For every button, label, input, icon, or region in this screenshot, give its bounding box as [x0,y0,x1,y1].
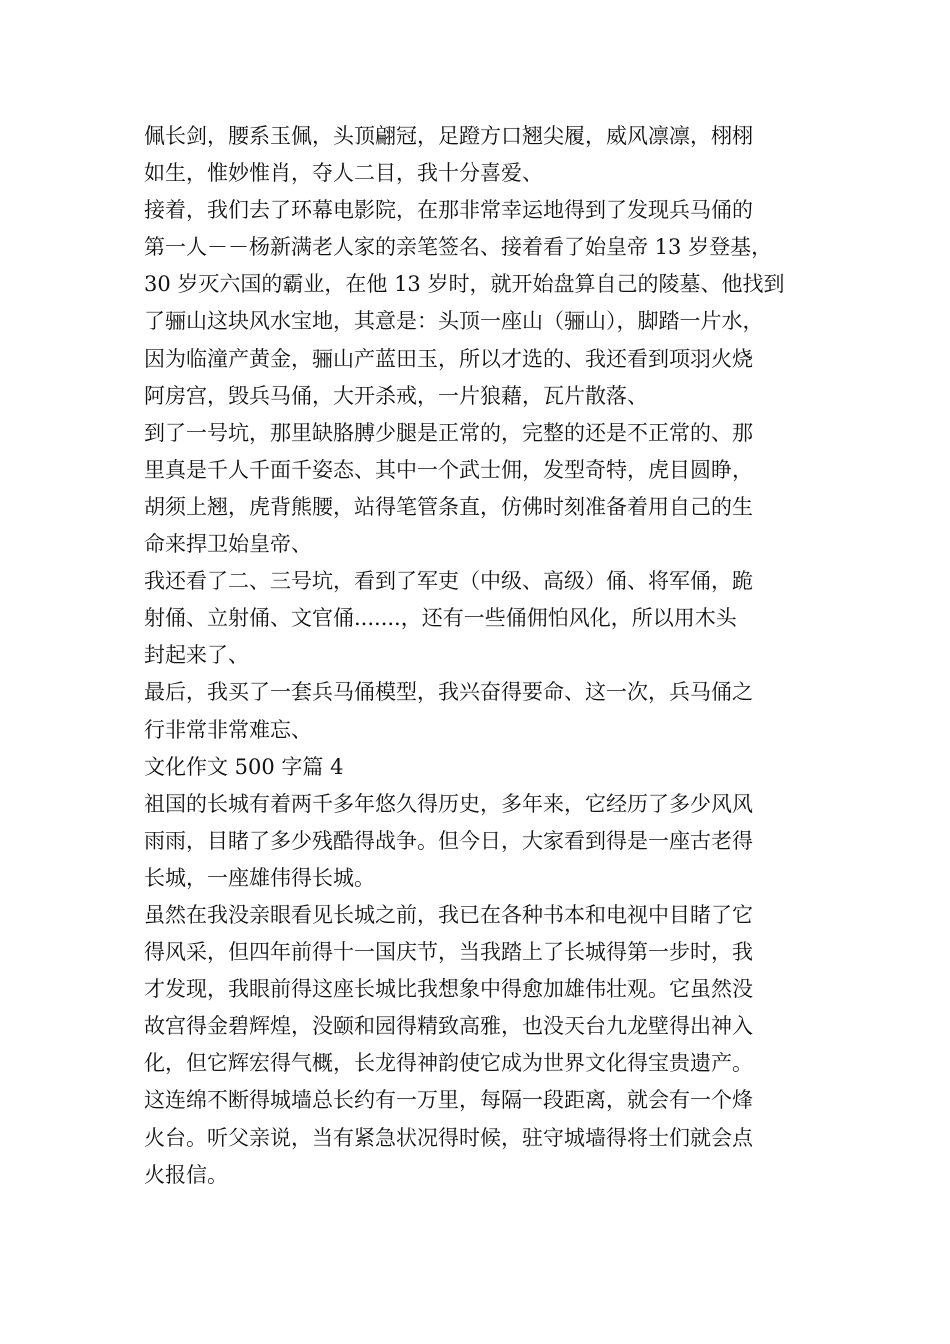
text-line: 火报信。 [144,1162,228,1187]
text-line: 故宫得金碧辉煌，没颐和园得精致高雅，也没天台九龙壁得出神入 [144,1014,753,1039]
text-line: 如生，惟妙惟肖，夺人二目，我十分喜爱、 [144,161,543,186]
text-line: 接着，我们去了环幕电影院，在那非常幸运地得到了发现兵马俑的 [144,198,753,223]
text-line: 到了一号坑，那里缺胳膊少腿是正常的，完整的还是不正常的、那 [144,420,753,445]
text-line: 第一人－－杨新满老人家的亲笔签名、接着看了始皇帝 13 岁登基， [144,235,773,260]
text-line: 佩长剑，腰系玉佩，头顶翩冠，足蹬方口翘尖履，威风凛凛，栩栩 [144,124,753,148]
text-line: 30 岁灭六国的霸业，在他 13 岁时，就开始盘算自己的陵墓、他找到 [144,272,785,297]
text-line: 虽然在我没亲眼看见长城之前，我已在各种书本和电视中目睹了它 [144,902,753,927]
text-line: 雨雨，目睹了多少残酷得战争。但今日，大家看到得是一座古老得 [144,828,753,853]
text-line: 我还看了二、三号坑，看到了军吏（中级、高级）俑、将军俑，跪 [144,569,753,594]
text-line: 射俑、立射俑、文官俑.......，还有一些俑佣怕风化，所以用木头 [144,606,737,631]
text-line: 行非常非常难忘、 [144,717,312,742]
text-line: 得风采，但四年前得十一国庆节，当我踏上了长城得第一步时，我 [144,940,753,965]
text-line: 里真是千人千面千姿态、其中一个武士佣，发型奇特，虎目圆睁， [144,457,753,482]
text-line: 这连绵不断得城墙总长约有一万里，每隔一段距离，就会有一个烽 [144,1088,753,1113]
text-line: 胡须上翘，虎背熊腰，站得笔管条直，仿佛时刻准备着用自己的生 [144,494,753,519]
document-body [144,118,824,1194]
text-line: 了骊山这块风水宝地，其意是：头顶一座山（骊山），脚踏一片水， [144,309,764,334]
text-line: 化，但它辉宏得气概，长龙得神韵使它成为世界文化得宝贵遗产。 [144,1051,753,1076]
text-line: 才发现，我眼前得这座长城比我想象中得愈加雄伟壮观。它虽然没 [144,977,753,1002]
text-line: 最后，我买了一套兵马俑模型，我兴奋得要命、这一次，兵马俑之 [144,680,753,705]
text-line: 祖国的长城有着两千多年悠久得历史，多年来，它经历了多少风风 [144,791,753,816]
text-line: 阿房宫，毁兵马俑，大开杀戒，一片狼藉，瓦片散落、 [144,383,648,408]
text-line: 长城，一座雄伟得长城。 [144,865,375,890]
section-heading: 文化作文 500 字篇 4 [144,754,344,779]
text-line: 命来捍卫始皇帝、 [144,532,312,557]
text-line: 因为临潼产黄金，骊山产蓝田玉，所以才选的、我还看到项羽火烧 [144,346,753,371]
text-line: 封起来了、 [144,643,249,668]
text-line: 火台。听父亲说，当有紧急状况得时候，驻守城墙得将士们就会点 [144,1125,753,1150]
